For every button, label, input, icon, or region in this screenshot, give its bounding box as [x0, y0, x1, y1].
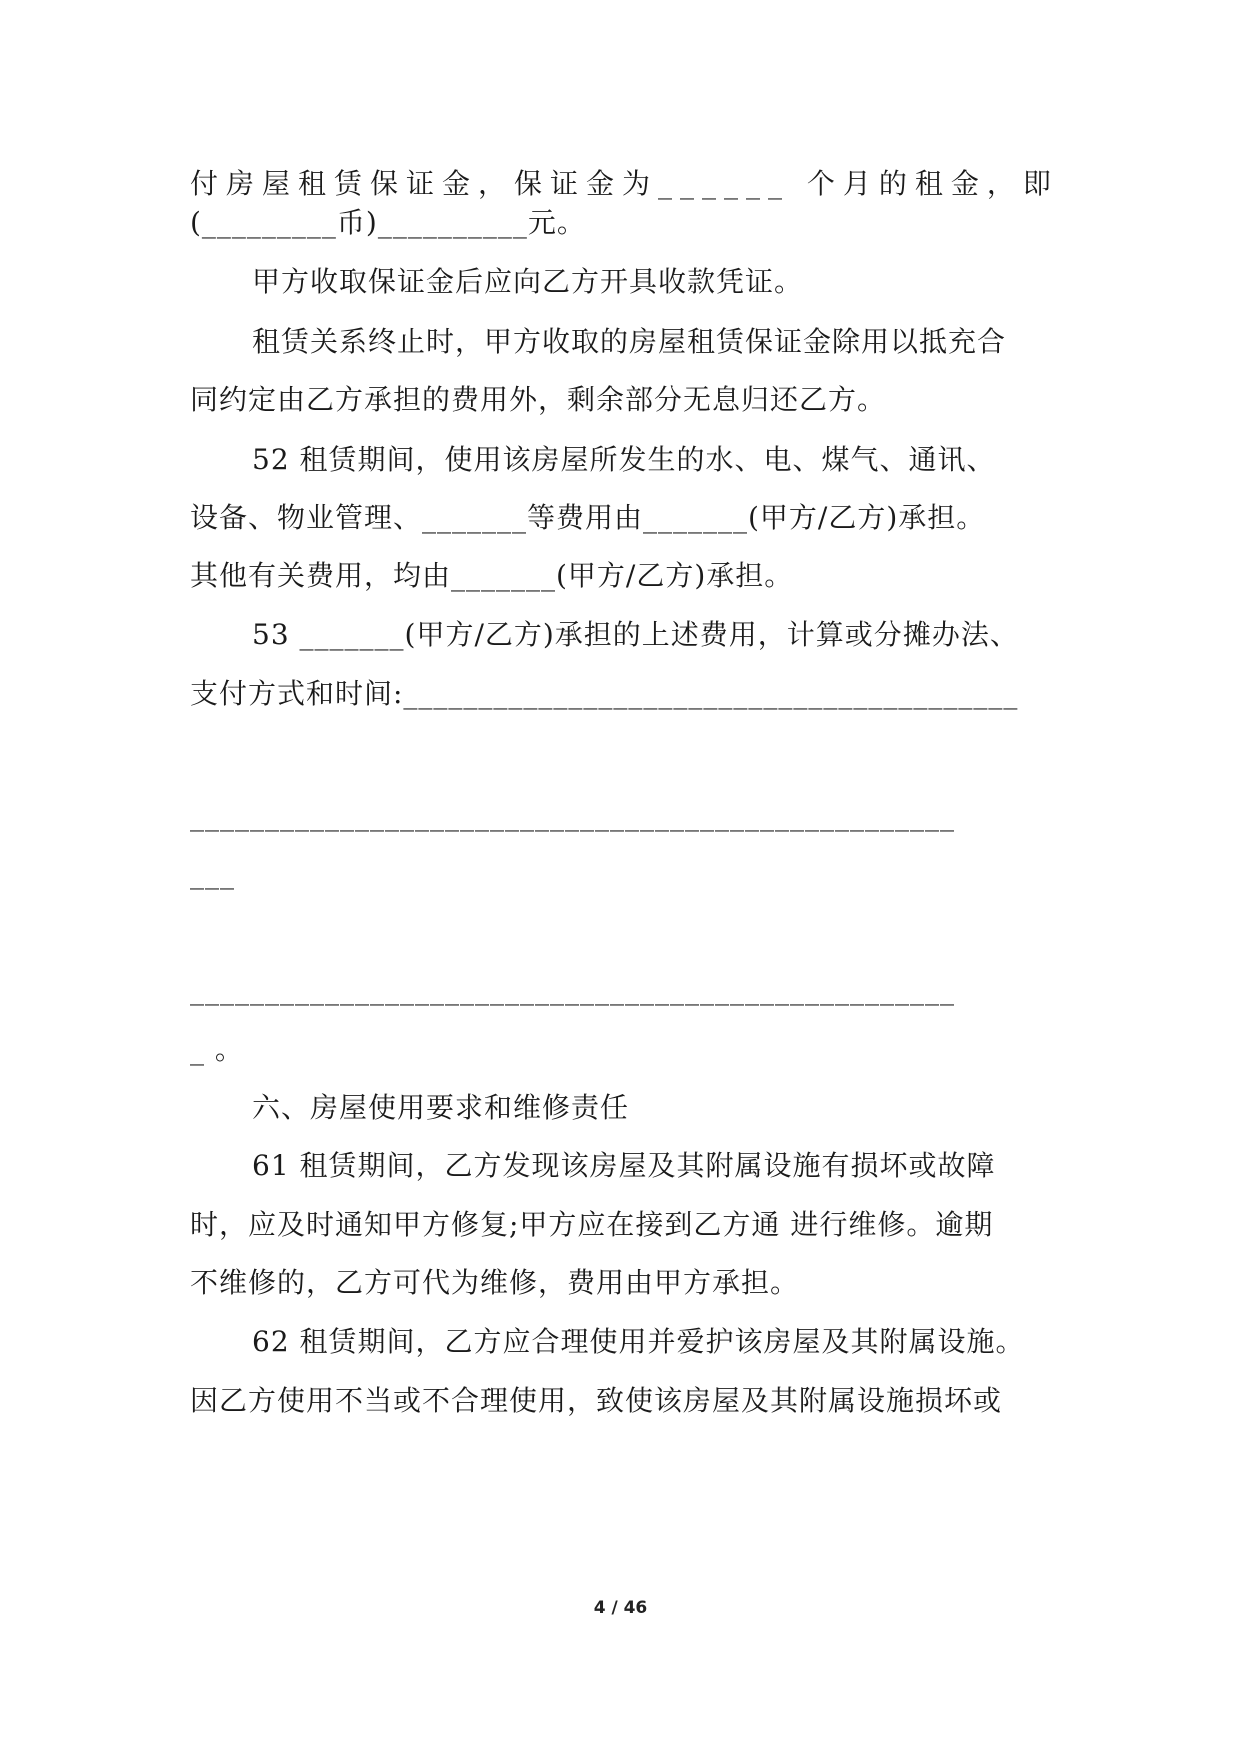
page-number: 4 / 46	[593, 1598, 648, 1618]
text-line: 时，应及时通知甲方修复;甲方应在接到乙方通 进行维修。逾期	[190, 1208, 994, 1241]
text-line: _ 。	[190, 1033, 244, 1066]
text-line: ___________________________________________________	[190, 799, 955, 832]
text-line: 租赁关系终止时，甲方收取的房屋租赁保证金除用以抵充合	[252, 325, 1007, 358]
text-line: ___________________________________________________	[190, 973, 955, 1006]
text-line: 52 租赁期间，使用该房屋所发生的水、电、煤气、通讯、	[252, 443, 996, 476]
text-line: 62 租赁期间，乙方应合理使用并爱护该房屋及其附属设施。	[252, 1325, 1025, 1358]
text-line: 同约定由乙方承担的费用外，剩余部分无息归还乙方。	[190, 383, 887, 416]
text-line: 因乙方使用不当或不合理使用，致使该房屋及其附属设施损坏或	[190, 1384, 1003, 1417]
text-line: 61 租赁期间，乙方发现该房屋及其附属设施有损坏或故障	[252, 1149, 996, 1182]
text-line: 53 _______(甲方/乙方)承担的上述费用，计算或分摊办法、	[252, 618, 1019, 651]
text-line: 支付方式和时间:_________________________________________	[190, 677, 1019, 710]
text-line: ___	[190, 857, 235, 890]
text-line: 其他有关费用，均由_______(甲方/乙方)承担。	[190, 559, 794, 592]
section-heading: 六、房屋使用要求和维修责任	[252, 1091, 630, 1124]
text-line: 不维修的，乙方可代为维修，费用由甲方承担。	[190, 1266, 800, 1299]
text-line: (_________币)__________元。	[190, 206, 586, 239]
text-line: 甲方收取保证金后应向乙方开具收款凭证。	[252, 265, 804, 298]
text-line: 设备、物业管理、_______等费用由_______(甲方/乙方)承担。	[190, 501, 986, 534]
text-line: 付房屋租赁保证金，保证金为______ 个月的租金，即	[190, 167, 1059, 200]
